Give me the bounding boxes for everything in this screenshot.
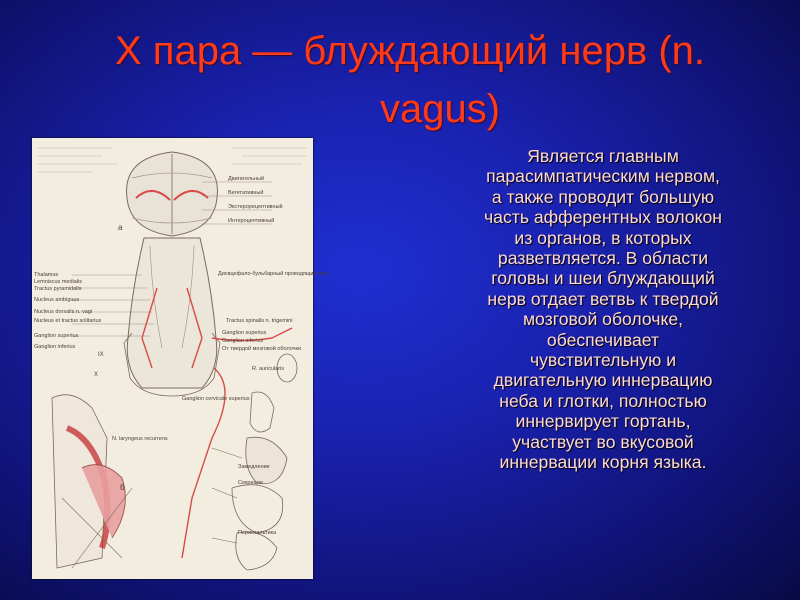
label-nucleus-solitarius: Nucleus et tractus solitarius <box>34 318 102 324</box>
marker-a: а <box>118 223 123 232</box>
brain-drawing <box>127 152 218 236</box>
label-ganglion-inferius-left: Ganglion inferius <box>34 344 76 350</box>
label-r-auricularis: R. auricularis <box>252 366 285 372</box>
label-secretion: Секреция <box>238 480 263 486</box>
label-ganglion-superius-right: Ganglion superius <box>222 330 267 336</box>
label-dura-mater-branch: От твердой мозговой оболочки <box>222 346 302 352</box>
label-nucleus-dorsalis: Nucleus dorsalis n. vagi <box>34 309 93 315</box>
label-tractus-pyramidalis: Tractus pyramidalis <box>34 286 82 292</box>
label-ganglion-cervicale: Ganglion cervicale superius <box>182 396 250 402</box>
label-ganglion-superius-left: Ganglion superius <box>34 333 79 339</box>
left-labels <box>34 272 101 350</box>
description-paragraph: Является главным парасимпатическим нервом, а также проводит большую часть афферентных волокон из органов, в которых разветвляется. В области головы и шеи блуждающий нерв отдает ветвь к твердой мозговой оболочке, обеспечивает чувствительную и двигательную иннервацию неба и глотки, полностью иннервирует гортань, участвует во вкусовой иннервации корня языка. <box>484 146 722 473</box>
vagus-nerve-diagram <box>32 138 330 579</box>
label-thalamus: Thalamus <box>34 272 59 278</box>
label-exteroceptive: Экстерорецептивный <box>228 204 283 210</box>
label-tractus-spinalis: Tractus spinalis n. trigemini <box>226 318 293 324</box>
label-bulbar-pathway: Дисвцефало-бульбарный проводящий путь <box>218 271 330 277</box>
label-ganglion-inferius-right: Ganglion inferius <box>222 338 264 344</box>
label-slowing: Замедление <box>238 464 270 470</box>
label-nucleus-ambiguus: Nucleus ambiguus <box>34 297 80 303</box>
neck-organs-drawing <box>52 395 132 568</box>
label-peristalsis: Перистальтика <box>238 530 277 536</box>
slide-title <box>40 22 780 138</box>
marker-b: б <box>120 483 125 492</box>
marker-x: X <box>94 372 99 378</box>
slide-title-line-1: X пара — блуждающий нерв (n. <box>115 29 705 73</box>
label-lemniscus: Lemniscus medialis <box>34 279 82 285</box>
label-motor: Двигательный <box>228 176 265 182</box>
slide-title-line-2: vagus) <box>379 87 501 131</box>
label-autonomic: Вегетативный <box>228 190 264 196</box>
brainstem-drawing <box>124 238 220 396</box>
marker-ix: IX <box>98 352 104 358</box>
label-n-laryngeus: N. laryngeus recurrens <box>112 436 168 442</box>
label-interoceptive: Интероцептивный <box>228 218 275 224</box>
anatomy-illustration <box>32 138 330 579</box>
